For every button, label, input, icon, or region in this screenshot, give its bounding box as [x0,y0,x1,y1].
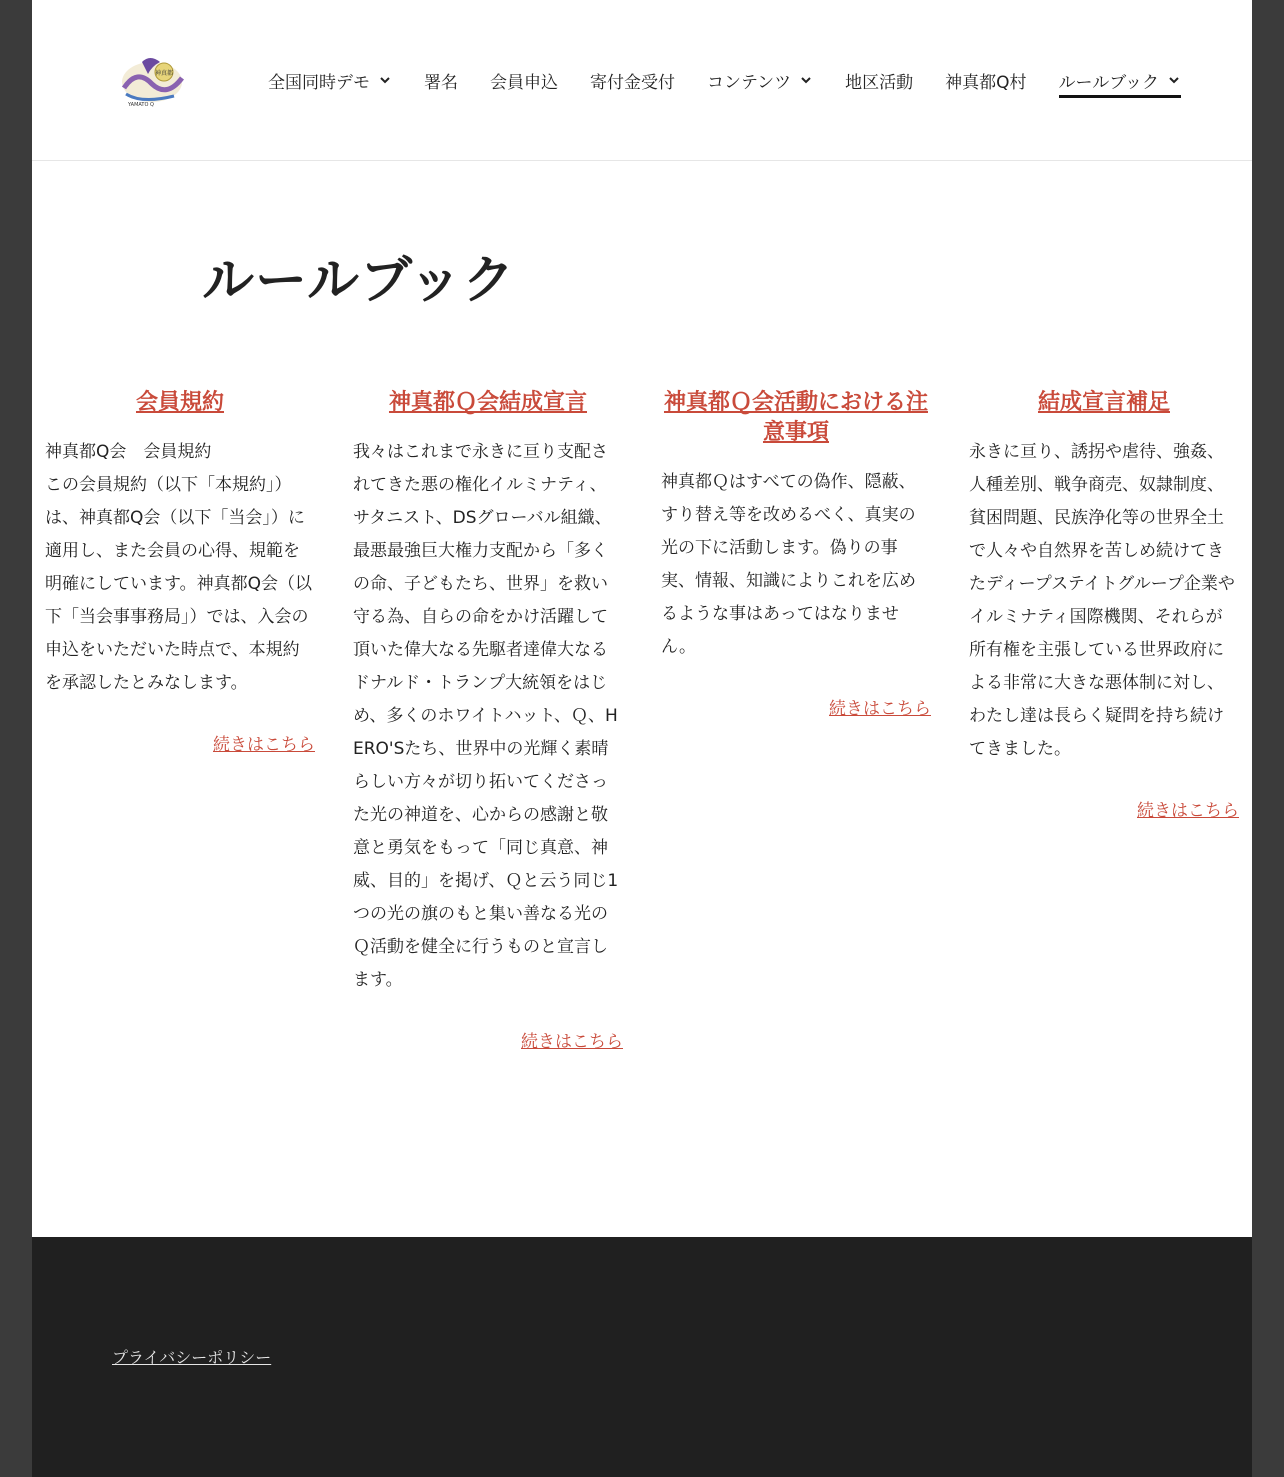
rule-column [45,388,315,755]
column-body: 永きに亘り、誘拐や虐待、強姦、人種差別、戦争商売、奴隷制度、貧困問題、民族浄化等の世界全土で人々や自然界を苦しめ続けてきたディープステイトグループ企業やイルミナティ国際機関、それらが所有権を主張している世界政府による非常に大きな悪体制に対し、わたし達は長らく疑問を持ち続けてきました。 [969,442,1235,759]
page-title: ルールブック [202,251,516,311]
nav-item-village[interactable]: 神真都Q村 [945,72,1027,93]
nav-item-rulebook[interactable]: ルールブック [1059,62,1181,98]
svg-text:YAMATO Q: YAMATO Q [128,102,154,108]
nav-item-membership[interactable]: 会員申込 [490,72,558,93]
read-more-link[interactable]: 続きはこちら [829,699,931,719]
column-title-link[interactable]: 神真都Ｑ会結成宣言 [388,390,587,415]
page [32,0,1252,1477]
chevron-down-icon [799,73,813,87]
rule-column [661,388,931,719]
chevron-down-icon [1167,73,1181,87]
site-footer [32,1237,1252,1477]
column-body: 神真都Q会 会員規約 この会員規約（以下「本規約」）は、神真都Q会（以下「当会」）に適用し、また会員の心得、規範を明確にしています。神真都Q会（以下「当会事事務局」）では、入会の申込をいただいた時点で、本規約を承認したとみなします。 [45,442,313,693]
site-logo[interactable] [112,48,192,108]
read-more-link[interactable]: 続きはこちら [213,735,315,755]
column-title-link[interactable]: 会員規約 [135,390,224,415]
rule-column [969,388,1239,821]
nav-item-donation[interactable]: 寄付金受付 [590,72,675,93]
site-header [32,0,1252,161]
nav-item-regional[interactable]: 地区活動 [845,72,914,93]
column-title-link[interactable]: 結成宣言補足 [1037,390,1170,415]
main-nav [268,62,1181,98]
nav-item-signature[interactable]: 署名 [424,72,458,93]
chevron-down-icon [378,73,392,87]
privacy-policy-link[interactable]: プライバシーポリシー [112,1348,272,1367]
svg-text:神真都: 神真都 [154,70,174,77]
column-body: 神真都Ｑはすべての偽作、隠蔽、すり替え等を改めるべく、真実の光の下に活動します。偽りの事実、情報、知識によりこれを広めるような事はあってはなりません。 [661,472,916,657]
nav-item-demo[interactable]: 全国同時デモ [268,62,392,98]
nav-item-contents[interactable]: コンテンツ [707,62,813,98]
column-body: 我々はこれまで永きに亘り支配されてきた悪の権化イルミナティ、サタニスト、DSグローバル組織、最悪最強巨大権力支配から「多くの命、子どもたち、世界」を救い守る為、自らの命をかけ活躍して頂いた偉大なる先駆者達偉大なるドナルド・トランプ大統領をはじめ、多くのホワイトハット、Ｑ、HERO'Sたち、世界中の光輝く素晴らしい方々が切り拓いてくださった光の神道を、心からの感謝と敬意と勇気をもって「同じ真意、神威、目的」を掲げ、Ｑと云う同じ1つの光の旗のもと集い善なる光のＱ活動を健全に行うものと宣言します。 [353,442,619,990]
read-more-link[interactable]: 続きはこちら [1137,801,1239,821]
column-title-link[interactable]: 神真都Ｑ会活動における注意事項 [663,390,928,445]
read-more-link[interactable]: 続きはこちら [521,1032,623,1052]
rule-column [353,388,623,1052]
